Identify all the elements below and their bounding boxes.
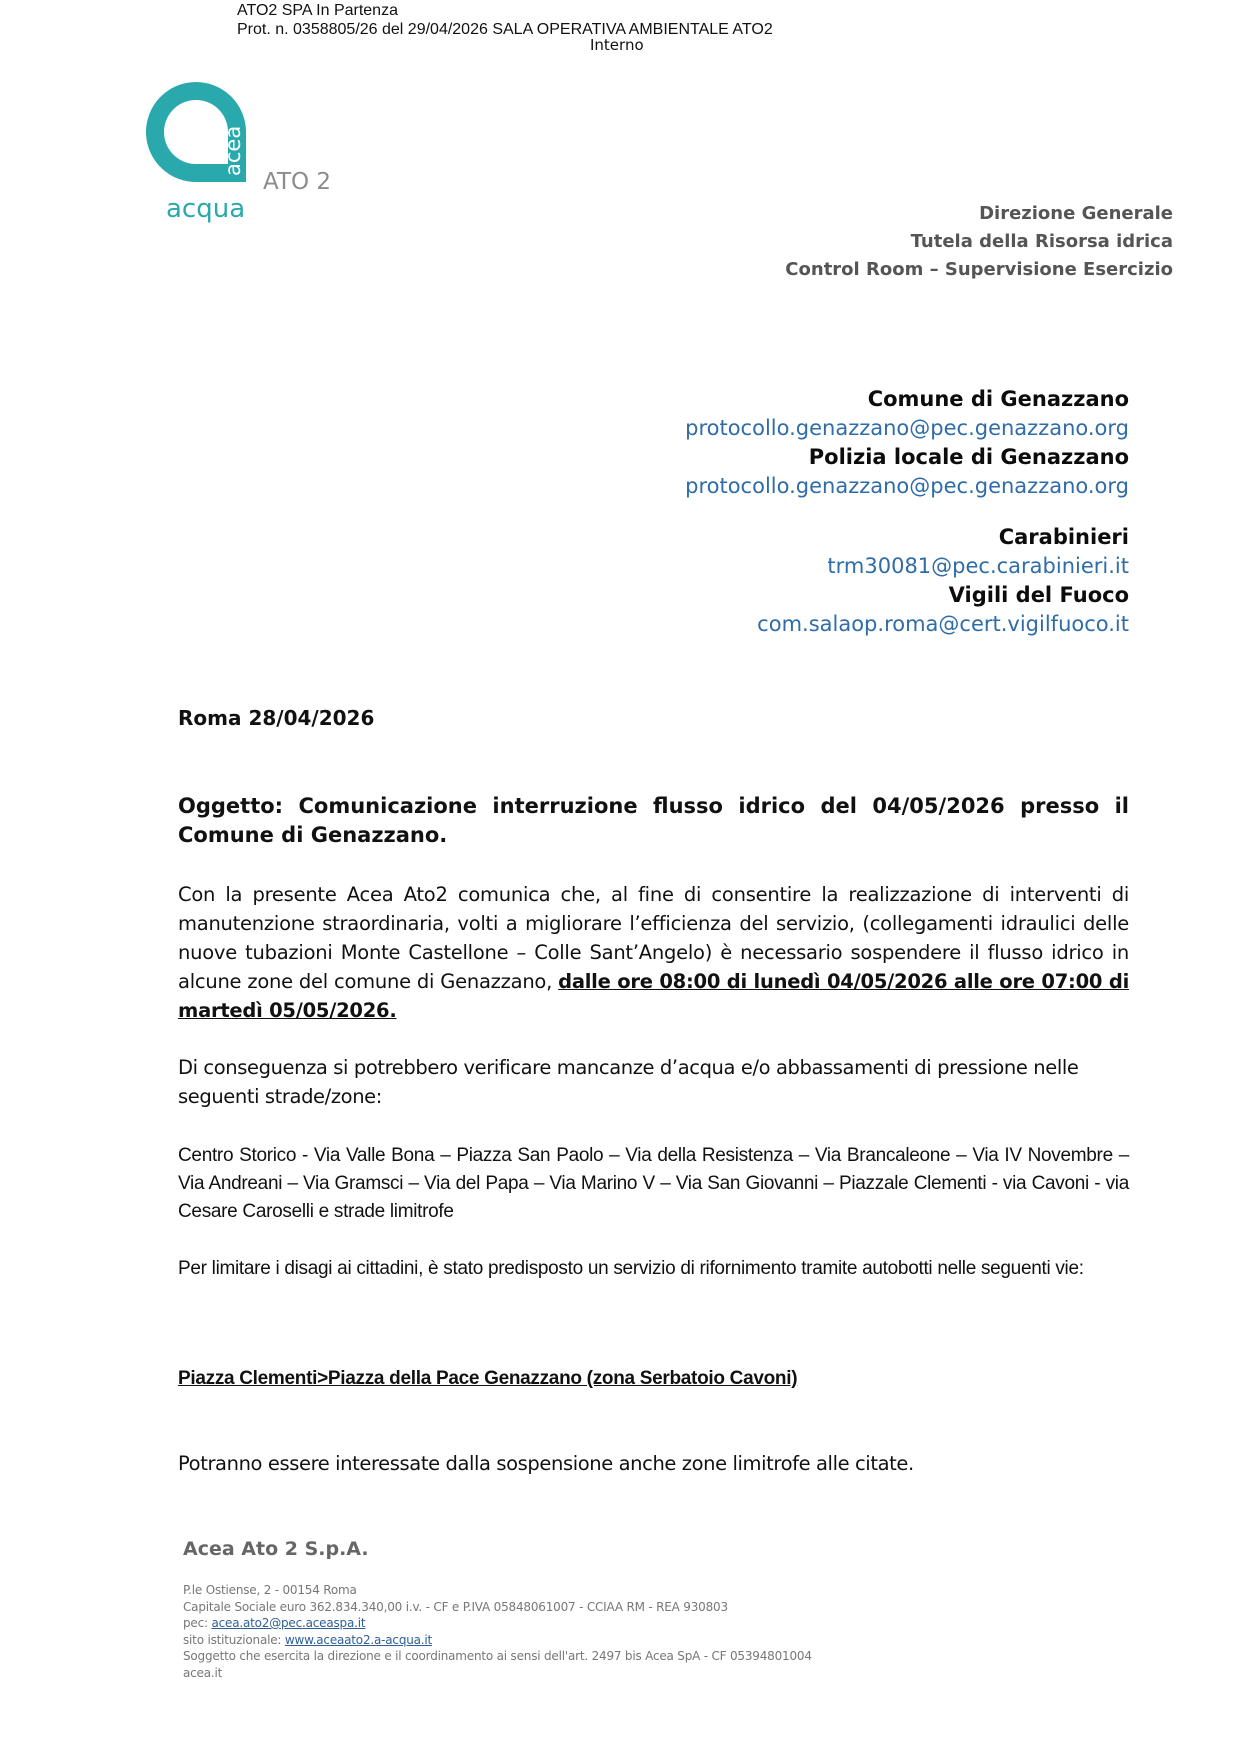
acea-ato2-logo [146,82,346,232]
recipients-block [685,385,1129,639]
letter-paragraph-tankers: Per limitare i disagi ai cittadini, è stato predisposto un servizio di rifornimento tramite autobotti nelle seguenti vie: [178,1258,1084,1279]
footer-pec-label: pec: [183,1616,212,1630]
intro-text: Con la presente Acea Ato2 comunica che, al fine di consentire la realizzazione di interventi di manutenzione straordinaria, volti a migliorare l’efficienza del servizio, (collegamenti idraulici delle nuove tubazioni Monte Castellone – Colle Sant’Angelo) è necessario sospendere il flusso idrico in alcune zone del comune di Genazzano, [178,883,1129,993]
letter-date: Roma 28/04/2026 [178,706,375,730]
letter-subject: Oggetto: Comunicazione interruzione flusso idrico del 04/05/2026 presso il Comune di Genazzano. [178,794,1129,847]
acea-drop-logo-icon [146,82,346,232]
letter-paragraph-intro [178,880,1129,1025]
logo-acea-text: acea [221,125,245,176]
footer-direction: Soggetto che esercita la direzione e il coordinamento ai sensi dell'art. 2497 bis Acea SpA - CF 05394801004 [183,1649,812,1663]
letter-paragraph-note: Potranno essere interessate dalla sospensione anche zone limitrofe alle citate. [178,1452,914,1475]
office-line: Control Room – Supervisione Esercizio [785,259,1173,280]
logo-ato2-text: ATO 2 [263,169,332,195]
protocol-stamp-line3: Interno [590,36,644,54]
recipient-email[interactable]: protocollo.genazzano@pec.genazzano.org [685,416,1129,440]
footer-pec-row [183,1615,812,1632]
recipient-email[interactable]: protocollo.genazzano@pec.genazzano.org [685,474,1129,498]
footer-capital: Capitale Sociale euro 362.834.340,00 i.v. - CF e P.IVA 05848061007 - CCIAA RM - REA 930803 [183,1599,728,1614]
recipient-name: Comune di Genazzano [867,387,1129,411]
office-line: Tutela della Risorsa idrica [910,231,1173,252]
footer-site-row [183,1632,812,1649]
recipient-name: Vigili del Fuoco [948,583,1129,607]
logo-acqua-text: acqua [166,194,246,224]
recipient-email[interactable]: com.salaop.roma@cert.vigilfuoco.it [757,612,1129,636]
footer-company: Acea Ato 2 S.p.A. [183,1538,369,1560]
footer-site-link[interactable]: www.aceaato2.a-acqua.it [284,1632,433,1647]
interruption-period: dalle ore 08:00 di lunedì 04/05/2026 alle ore 07:00 di martedì 05/05/2026. [178,970,1130,1022]
footer-site-label: sito istituzionale: [183,1632,285,1647]
footer-details [183,1582,812,1681]
protocol-stamp-line2: Prot. n. 0358805/26 del 29/04/2026 SALA OPERATIVA AMBIENTALE ATO2 [237,21,773,38]
footer-domain: acea.it [183,1665,223,1680]
protocol-stamp-line1: ATO2 SPA In Partenza [237,2,398,19]
tanker-location: Piazza Clementi>Piazza della Pace Genazzano (zona Serbatoio Cavoni) [178,1368,798,1389]
footer-address: P.le Ostiense, 2 - 00154 Roma [183,1583,357,1597]
letter-paragraph-consequences: Di conseguenza si potrebbero verificare mancanze d’acqua e/o abbassamenti di pressione nelle seguenti strade/zone: [178,1056,1079,1108]
sender-office [785,200,1173,284]
recipient-email[interactable]: trm30081@pec.carabinieri.it [827,554,1129,578]
recipient-name: Polizia locale di Genazzano [808,445,1129,469]
logo-drop-hole [164,100,228,164]
office-line: Direzione Generale [979,203,1173,224]
recipient-name: Carabinieri [998,525,1129,549]
affected-streets: Centro Storico - Via Valle Bona – Piazza San Paolo – Via della Resistenza – Via Brancaleone – Via IV Novembre – Via Andreani – Via Gramsci – Via del Papa – Via Marino V – Via San Giovanni – Piazzale Clementi - via Cavoni - via Cesare Caroselli e strade limitrofe [178,1145,1129,1222]
spacer [685,501,1129,523]
footer-pec-link[interactable]: acea.ato2@pec.aceaspa.it [211,1616,366,1630]
